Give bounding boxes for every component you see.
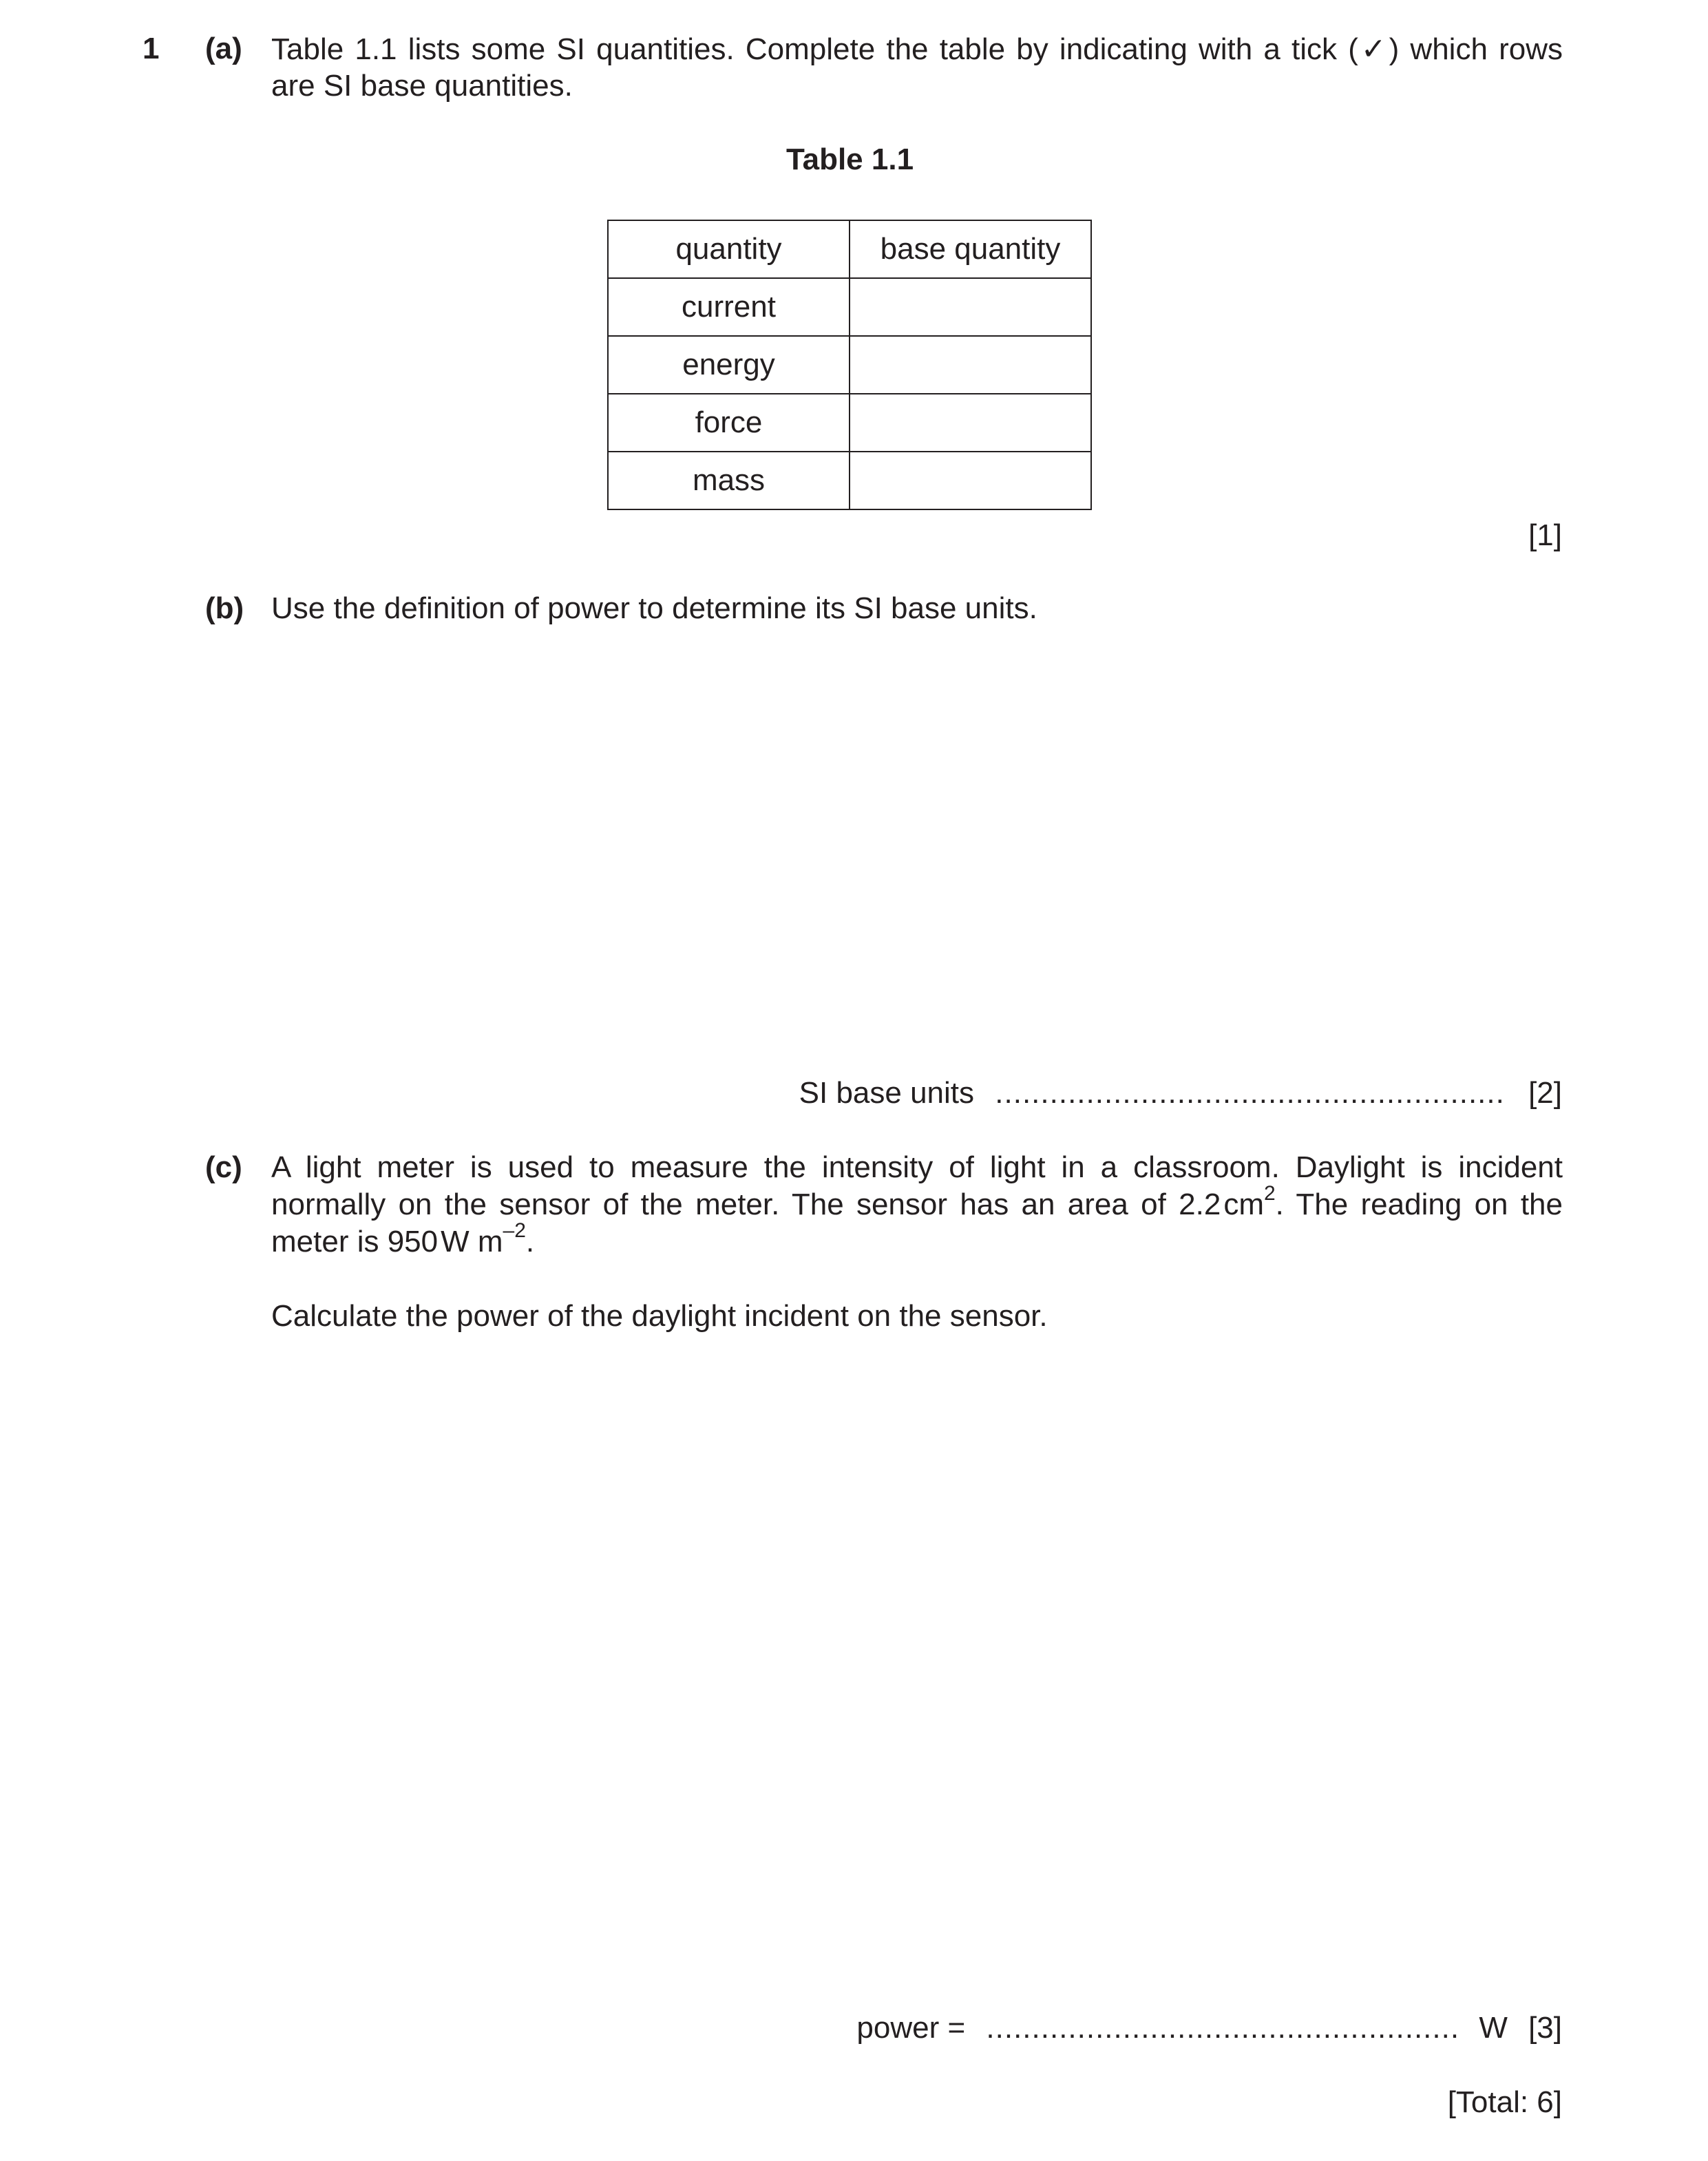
line2-text-b: . The reading on the: [1275, 1188, 1563, 1221]
quantity-cell: current: [608, 278, 850, 336]
si-base-units-answer-field[interactable]: ........................................................: [995, 1076, 1505, 1110]
quantity-cell: mass: [608, 452, 850, 509]
quantity-cell: force: [608, 394, 850, 452]
line3-superscript: –2: [503, 1219, 526, 1242]
part-c-line1: A light meter is used to measure the intensity of light in a classroom. Daylight is incident: [271, 1150, 1563, 1184]
part-b-answer-line: [799, 1076, 1562, 1110]
total-marks: [Total: 6]: [1447, 2085, 1562, 2119]
si-quantities-table: [607, 220, 1092, 510]
part-a-text-line2: are SI base quantities.: [271, 69, 573, 103]
header-base-quantity: base quantity: [850, 220, 1091, 278]
power-answer-field[interactable]: ....................................................: [986, 2011, 1460, 2045]
part-c-answer-line: [856, 2011, 1562, 2045]
line3-text-a: meter is 950: [271, 1225, 439, 1258]
part-b-label: (b): [205, 591, 244, 625]
quantity-cell: energy: [608, 336, 850, 394]
part-c-marks: [3]: [1528, 2011, 1562, 2045]
line2-superscript: 2: [1263, 1182, 1276, 1205]
part-b-text: Use the definition of power to determine its SI base units.: [271, 591, 1037, 625]
question-number: 1: [143, 32, 160, 65]
tick-cell[interactable]: [850, 452, 1091, 509]
table-row: [608, 394, 1091, 452]
tick-cell[interactable]: [850, 394, 1091, 452]
line2-text-a: normally on the sensor of the meter. The sensor has an area of 2.2: [271, 1188, 1221, 1221]
tick-cell[interactable]: [850, 336, 1091, 394]
line3-text-b: .: [525, 1225, 535, 1258]
part-c-label: (c): [205, 1150, 242, 1184]
part-c-line2: [271, 1182, 1563, 1222]
power-unit: W: [1479, 2011, 1508, 2045]
table-header-row: [608, 220, 1091, 278]
table-title: Table 1.1: [786, 143, 914, 176]
part-a-marks: [1]: [1528, 518, 1562, 552]
tick-cell[interactable]: [850, 278, 1091, 336]
part-c-line3: [271, 1219, 535, 1259]
part-a-text-line1: Table 1.1 lists some SI quantities. Complete the table by indicating with a tick (✓) which rows: [271, 32, 1563, 66]
header-quantity: quantity: [608, 220, 850, 278]
table-row: [608, 452, 1091, 509]
table-row: [608, 336, 1091, 394]
line3-unit: W m: [441, 1225, 503, 1258]
part-c-instruction: Calculate the power of the daylight incident on the sensor.: [271, 1299, 1048, 1333]
line2-unit: cm: [1223, 1188, 1264, 1221]
power-label: power =: [856, 2011, 966, 2045]
table-row: [608, 278, 1091, 336]
part-b-marks: [2]: [1528, 1076, 1562, 1110]
si-base-units-label: SI base units: [799, 1076, 975, 1110]
part-a-label: (a): [205, 32, 242, 65]
